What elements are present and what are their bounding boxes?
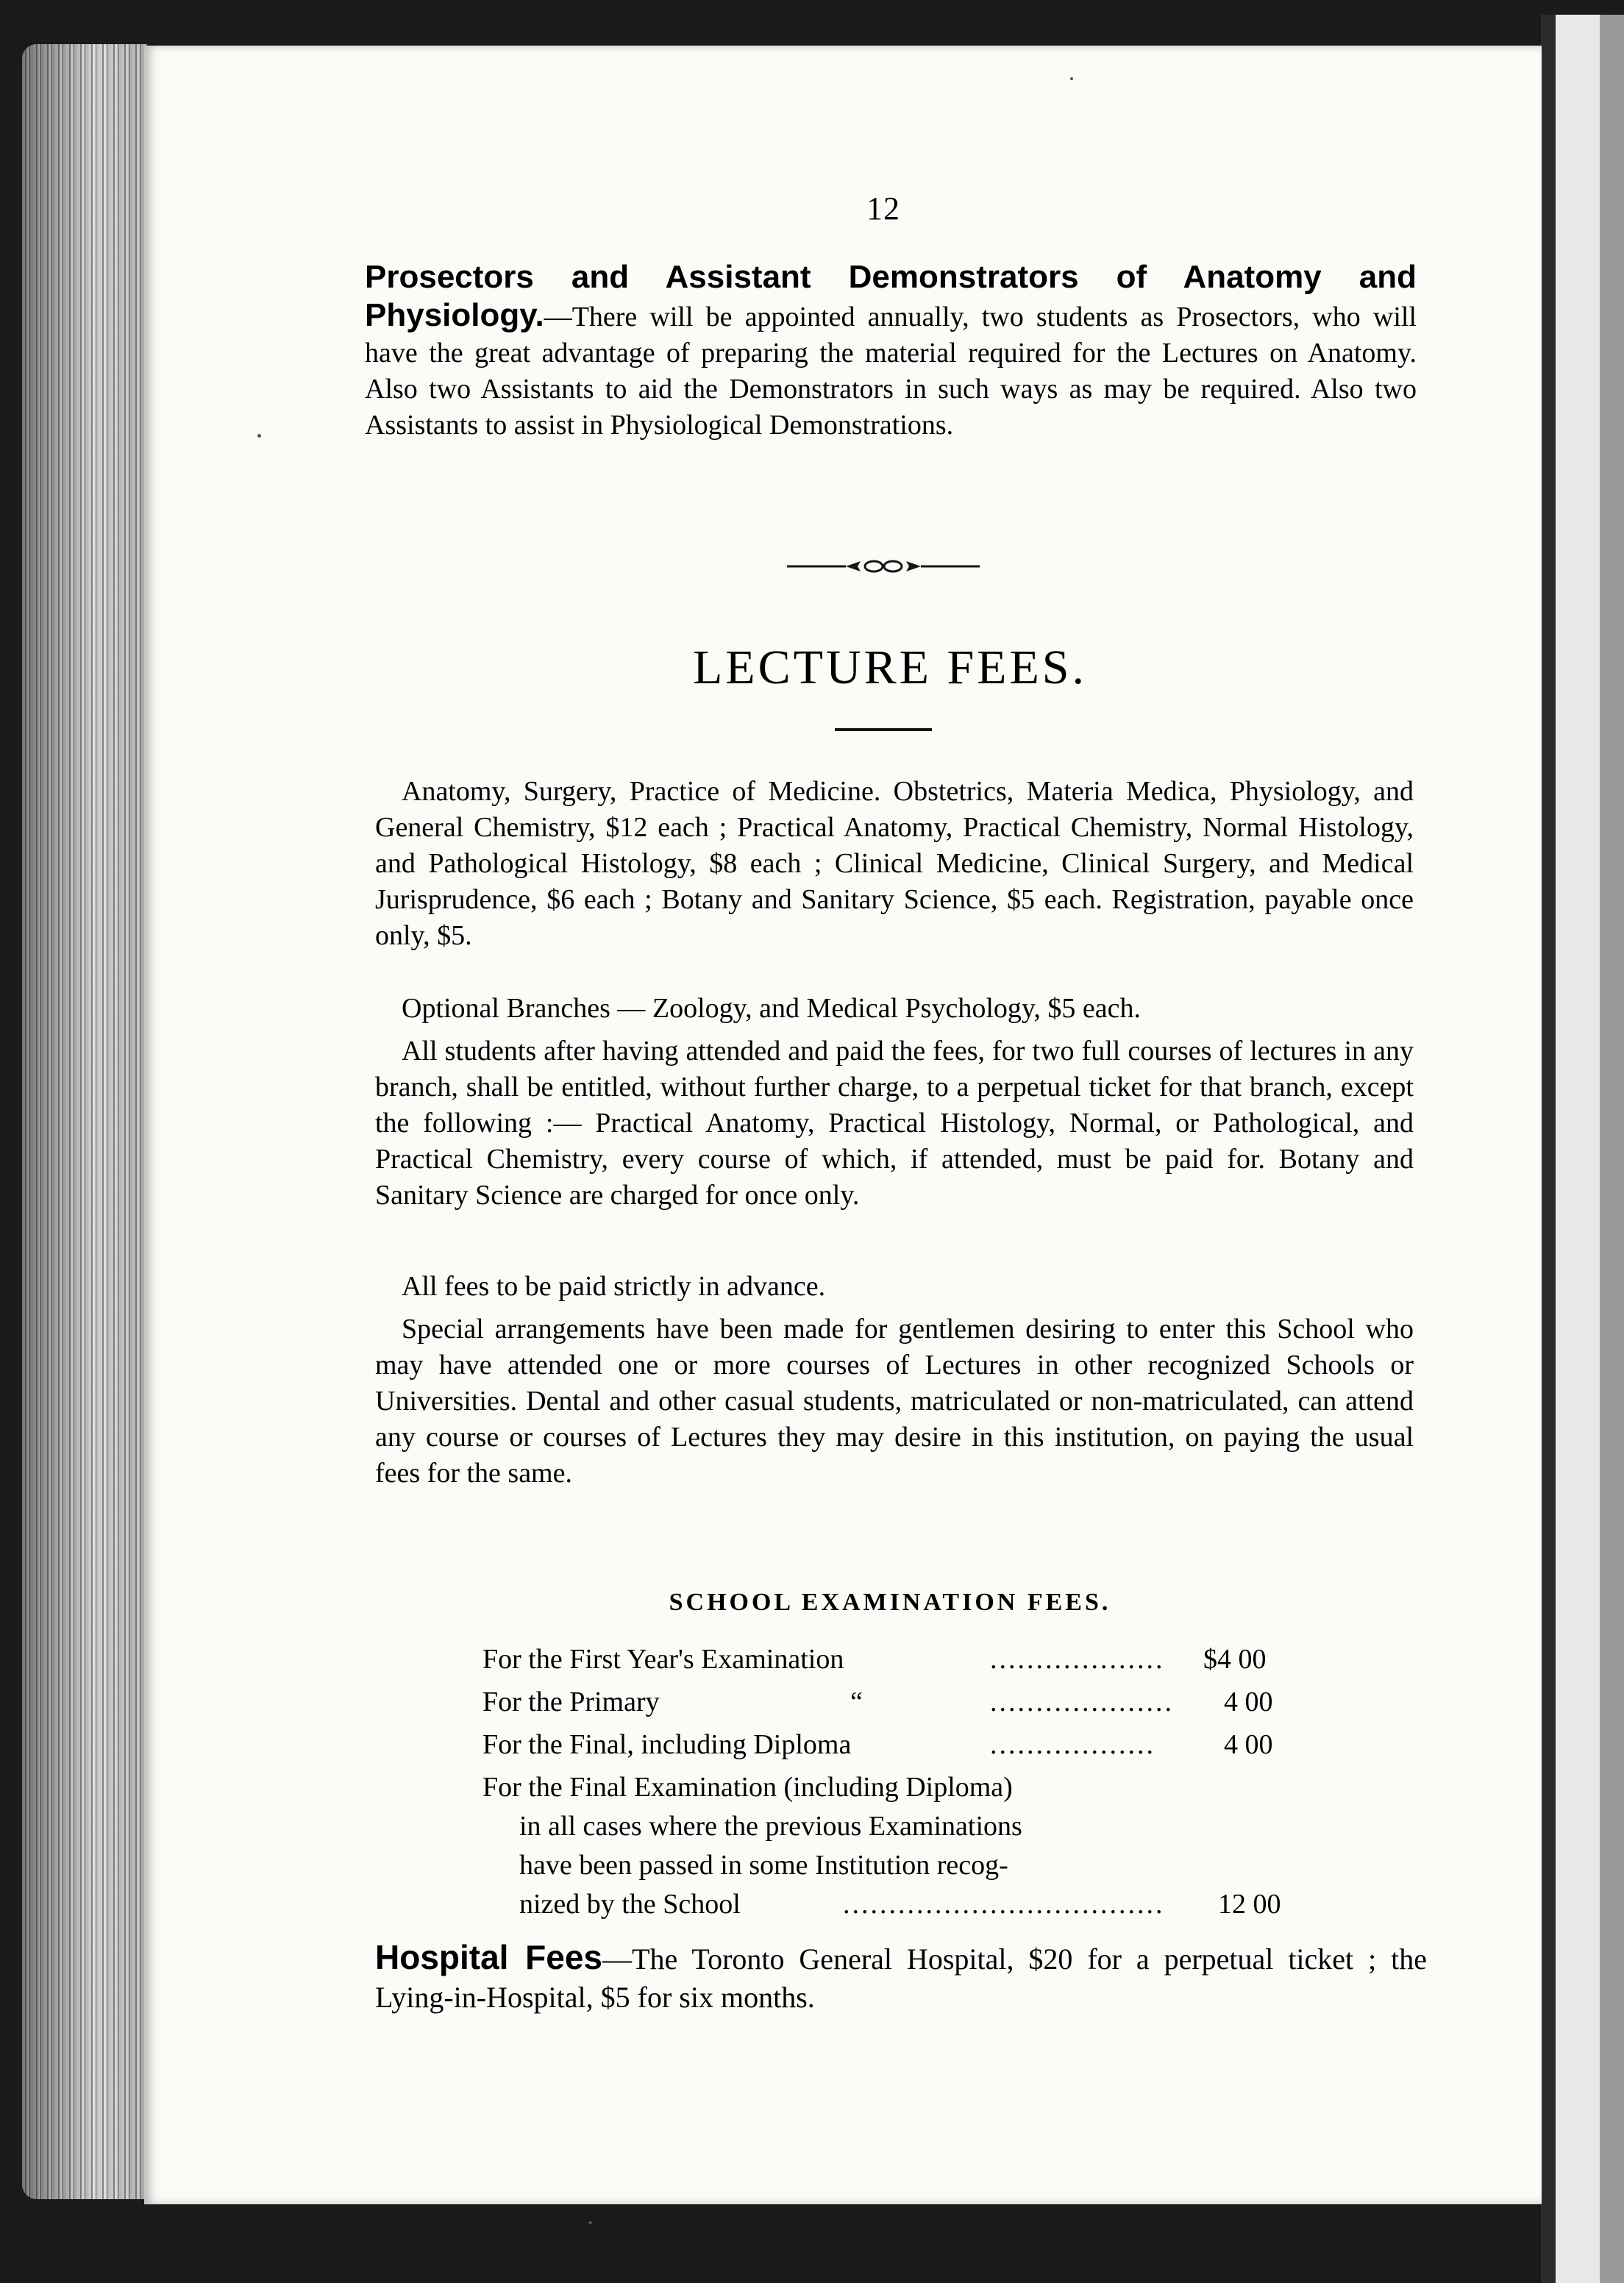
fee-row-first-year xyxy=(482,1640,1314,1683)
hospital-fees-paragraph xyxy=(375,1938,1427,2017)
scan-speck xyxy=(588,2221,592,2224)
lecture-fees-paragraph-1: Anatomy, Surgery, Practice of Medicine. Obstetrics, Materia Medica, Physiology, and General Chemistry, $12 each ; Practical Anatomy, Practical Chemistry, Normal Histology, and Pathological Histology, $8 each ; Clinical Medicine, Clinical Surgery, and Medical Jurisprudence, $6 each ; Botany and Sanitary Science, $5 each. Registration, payable once only, $5. xyxy=(375,776,1414,951)
leader-dots: ................... xyxy=(990,1644,1165,1675)
fee-label-line: in all cases where the previous Examinations xyxy=(519,1811,1022,1842)
fee-amount: 12 00 xyxy=(1218,1889,1281,1920)
scan-speck xyxy=(257,434,261,438)
exam-fees-table xyxy=(482,1640,1314,1933)
prosectors-body: —There will be appointed annually, two students as Prosectors, who will have the great advantage of preparing the material required for the Lectures on Anatomy. Also two Assistants to aid the Demonstrators in such ways as may be required. Also two Assistants to assist in Physiological Demonstrations. xyxy=(365,302,1417,441)
fee-label: For the First Year's Examination xyxy=(482,1644,844,1675)
leader-dots: .................. xyxy=(990,1729,1155,1760)
prosectors-heading: Prosectors and Assistant Demonstrators of Anatomy and Physiology. xyxy=(365,259,1417,333)
fee-label: For the Final, including Diploma xyxy=(482,1729,852,1760)
title-rule xyxy=(835,728,932,731)
lecture-fees-paragraph-3: All students after having attended and paid the fees, for two full courses of lectures in any branch, shall be entitled, without further charge, to a perpetual ticket for that branch, except the following :— Practical Anatomy, Practical Histology, Normal, or Pathological, and Practical Chemistry, every course of which, if attended, must be paid for. Botany and Sanitary Science are charged for once only. xyxy=(375,1036,1414,1211)
fee-amount: $4 00 xyxy=(1203,1644,1267,1675)
leader-dots: .................... xyxy=(990,1687,1174,1717)
hospital-fees-heading: Hospital Fees xyxy=(375,1938,603,1976)
fee-row-final xyxy=(482,1725,1314,1768)
ditto-mark: “ xyxy=(850,1687,863,1717)
lecture-fees-title: LECTURE FEES. xyxy=(692,641,1087,694)
fee-label-line: For the Final Examination (including Diploma) xyxy=(482,1772,1013,1803)
fee-row-final-examination xyxy=(482,1768,1314,1933)
prosectors-paragraph xyxy=(365,259,1417,444)
page-number: 12 xyxy=(866,190,900,227)
hospital-fees-body: —The Toronto General Hospital, $20 for a perpetual ticket ; the Lying-in-Hospital, $5 for six months. xyxy=(375,1942,1428,2014)
fee-amount: 4 00 xyxy=(1224,1729,1273,1760)
adjacent-page-edge xyxy=(1541,15,1624,2283)
lecture-fees-paragraph-4: All fees to be paid strictly in advance. xyxy=(402,1271,826,1302)
fee-label-line: have been passed in some Institution recog- xyxy=(519,1850,1008,1881)
fee-label: For the Primary xyxy=(482,1687,660,1717)
leader-dots: ................................... xyxy=(843,1889,1165,1920)
book-page-edges-shadow xyxy=(22,44,147,2199)
school-exam-fees-title: SCHOOL EXAMINATION FEES. xyxy=(669,1589,1111,1616)
scan-speck xyxy=(1070,77,1073,80)
lecture-fees-paragraph-2: Optional Branches — Zoology, and Medical Psychology, $5 each. xyxy=(402,993,1142,1024)
lecture-fees-paragraph-5: Special arrangements have been made for gentlemen desiring to enter this School who may have attended one or more courses of Lectures in other recognized Schools or Universities. Dental and other casual students, matriculated or non-matriculated, can attend any course or courses of Lectures they may desire in this institution, on paying the usual fees for the same. xyxy=(375,1314,1414,1489)
ornament-divider-icon xyxy=(787,555,980,577)
fee-row-primary xyxy=(482,1683,1314,1725)
fee-label-line: nized by the School xyxy=(519,1889,741,1920)
fee-amount: 4 00 xyxy=(1224,1687,1273,1717)
